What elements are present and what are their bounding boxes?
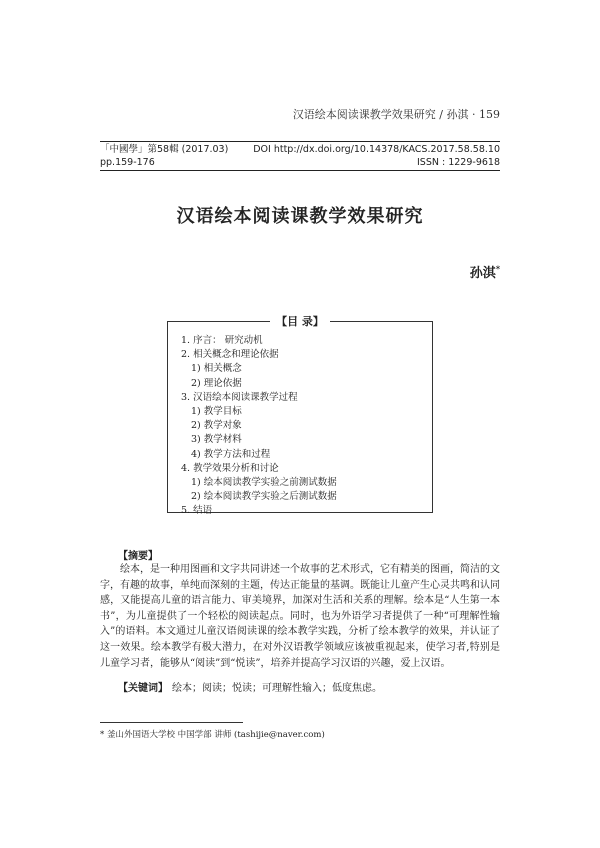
- journal-name: 「中國學」第58輯 (2017.03): [100, 144, 229, 155]
- keywords: [118, 679, 382, 694]
- toc-item: 2) 理论依据: [191, 377, 242, 389]
- toc-item: 2. 相关概念和理论依据: [181, 349, 279, 361]
- toc-item: 2) 绘本阅读教学实验之后测试数据: [191, 491, 337, 503]
- abstract-text: 绘本，是一种用图画和文字共同讲述一个故事的艺术形式，它有精美的图画，简洁的文字，有趣的故事，单纯而深刻的主题，传达正能量的基调。既能让儿童产生心灵共鸣和认同感，又能提高儿童的语言能力、审美境界，加深对生活和关系的理解。绘本是“人生第一本书”，为儿童提供了一个轻松的阅读起点。同时，也为外语学习者提供了一种“可理解性输入”的语料。本文通过儿童汉语阅读课的绘本教学实践，分析了绘本教学的效果，并认证了这一效果。绘本教学有极大潜力，在对外汉语教学领域应该被重视起来，使学习者,特别是儿童学习者，能够从“阅读”到“悦读”，培养并提高学习汉语的兴趣，爱上汉语。: [100, 564, 500, 669]
- toc-item: 3) 教学材料: [191, 434, 242, 446]
- abstract-label: 【摘要】: [118, 551, 158, 562]
- keywords-label: 【关键词】: [118, 683, 168, 694]
- footnote-divider: [100, 722, 243, 723]
- keywords-text: 绘本；阅读；悦读；可理解性输入；低度焦虑。: [172, 683, 382, 694]
- doi-link[interactable]: DOI http://dx.doi.org/10.14378/KACS.2017.58.58.10: [253, 144, 500, 155]
- toc-item: 1) 教学目标: [191, 406, 242, 418]
- author-footnote-mark: *: [495, 263, 500, 274]
- toc-item: 5. 结语: [181, 505, 213, 517]
- toc-item: 1) 相关概念: [191, 363, 242, 375]
- page-range: pp.159-176: [100, 157, 155, 168]
- toc-item: 1. 序言： 研究动机: [181, 335, 263, 346]
- toc-item: 4) 教学方法和过程: [191, 448, 271, 460]
- journal-header: [100, 141, 500, 171]
- toc-item: 3. 汉语绘本阅读课教学过程: [181, 391, 298, 403]
- toc-item: 4. 教学效果分析和讨论: [181, 462, 279, 474]
- paper-title: 汉语绘本阅读课教学效果研究: [176, 206, 424, 227]
- toc-item: 1) 绘本阅读教学实验之前测试数据: [191, 477, 337, 489]
- footnote: * 釜山外国语大学校 中国学部 讲师 (tashijie@naver.com): [100, 730, 325, 740]
- issn: ISSN : 1229-9618: [417, 157, 500, 168]
- toc-list: [181, 334, 337, 519]
- author: [470, 262, 500, 281]
- table-of-contents: [167, 315, 433, 517]
- toc-item: 2) 教学对象: [191, 420, 242, 432]
- running-head: 汉语绘本阅读课教学效果研究 / 孙淇 · 159: [292, 108, 500, 121]
- author-name: 孙淇: [469, 266, 496, 281]
- toc-heading: 【目 录】: [270, 315, 330, 328]
